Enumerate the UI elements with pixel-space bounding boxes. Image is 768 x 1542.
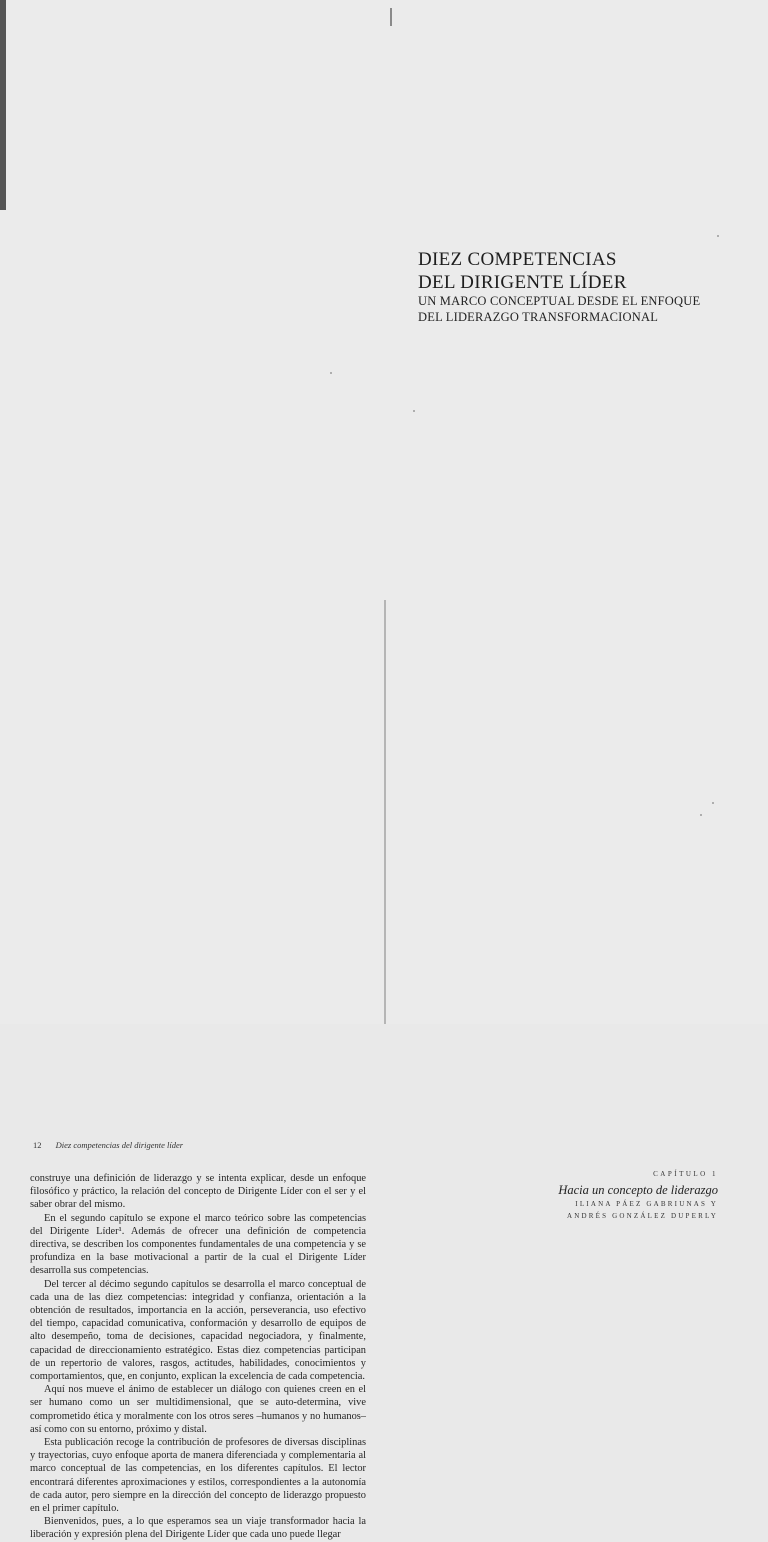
- paragraph-1: construye una definición de liderazgo y se intenta explicar, desde un enfoque filosófico y práctico, la relación del concepto de Dirigente Líder con el ser y el saber obrar del mismo.: [30, 1173, 366, 1211]
- book-title-line-1: DIEZ COMPETENCIAS: [418, 249, 617, 270]
- scan-speck: [330, 372, 332, 374]
- book-title-block: [418, 248, 748, 325]
- book-subtitle-line-1: UN MARCO CONCEPTUAL DESDE EL ENFOQUE: [418, 294, 701, 308]
- running-head: [33, 1140, 183, 1150]
- scan-speck: [413, 410, 415, 412]
- scan-speck: [712, 802, 714, 804]
- running-title: Diez competencias del dirigente líder: [55, 1140, 184, 1150]
- page-number: 12: [33, 1140, 42, 1150]
- scan-speck: [717, 235, 719, 237]
- chapter-label: CAPÍTULO 1: [653, 1170, 718, 1178]
- title-spread: [0, 0, 768, 512]
- paragraph-4: Aquí nos mueve el ánimo de establecer un diálogo con quienes creen en el ser humano como un ser multidimensional, que se auto-determina, vive comprometido ética y moralmente con los otros seres –humanos y no humanos– así como con su entorno, próximo y distal.: [30, 1384, 366, 1435]
- paragraph-5: Esta publicación recoge la contribución de profesores de diversas disciplinas y trayectorias, cuyo enfoque aporta de manera diferenciada y complementaria al marco conceptual de las competencias, en los diferentes capítulos. El lector encontrará diferentes aproximaciones y estilos, correspondientes a la autonomía de cada autor, pero siempre en la dirección del concepto de liderazgo propuesto en el primer capítulo.: [30, 1437, 366, 1515]
- chapter-heading: [420, 1170, 718, 1222]
- book-gutter: [384, 600, 386, 1024]
- paragraph-6: Bienvenidos, pues, a lo que esperamos sea un viaje transformador hacia la liberación y expresión plena del Dirigente Líder que cada uno puede llegar: [30, 1516, 366, 1541]
- scan-edge-shadow: [0, 0, 6, 210]
- book-title-line-2: DEL DIRIGENTE LÍDER: [418, 272, 627, 293]
- chapter-author-2: ANDRÉS GONZÁLEZ DUPERLY: [566, 1212, 718, 1220]
- paragraph-3: Del tercer al décimo segundo capítulos se desarrolla el marco conceptual de cada una de las diez competencias: integridad y confianza, orientación a la obtención de resultados, importancia en la acción, perseverancia, uso efectivo del tiempo, capacidad comunicativa, conformación y desarrollo de equipos de alto desempeño, toma de decisiones, capacidad negociadora, y finalmente, capacidad de direccionamiento estratégico. Estas diez competencias participan de un repertorio de valores, rasgos, actitudes, habilidades, conocimientos y comportamientos, que, en conjunto, explican la excelencia de cada competencia.: [30, 1278, 366, 1383]
- scan-speck: [700, 814, 702, 816]
- chapter-author-1: ILIANA PÁEZ GABRIUNAS Y: [575, 1200, 718, 1208]
- book-subtitle-line-2: DEL LIDERAZGO TRANSFORMACIONAL: [418, 309, 659, 324]
- chapter-title: Hacia un concepto de liderazgo: [558, 1183, 718, 1197]
- paragraph-2: En el segundo capítulo se expone el marco teórico sobre las competencias del Dirigente Líder¹. Además de ofrecer una definición de competencia directiva, se describen los componentes fundamentales de una competencia y se profundiza en la base motivacional a partir de la cual el Dirigente Líder desarrolla sus competencias.: [30, 1212, 366, 1277]
- chapter-spread: [0, 512, 768, 1541]
- fold-mark: [390, 8, 392, 26]
- body-text: [30, 1172, 366, 1542]
